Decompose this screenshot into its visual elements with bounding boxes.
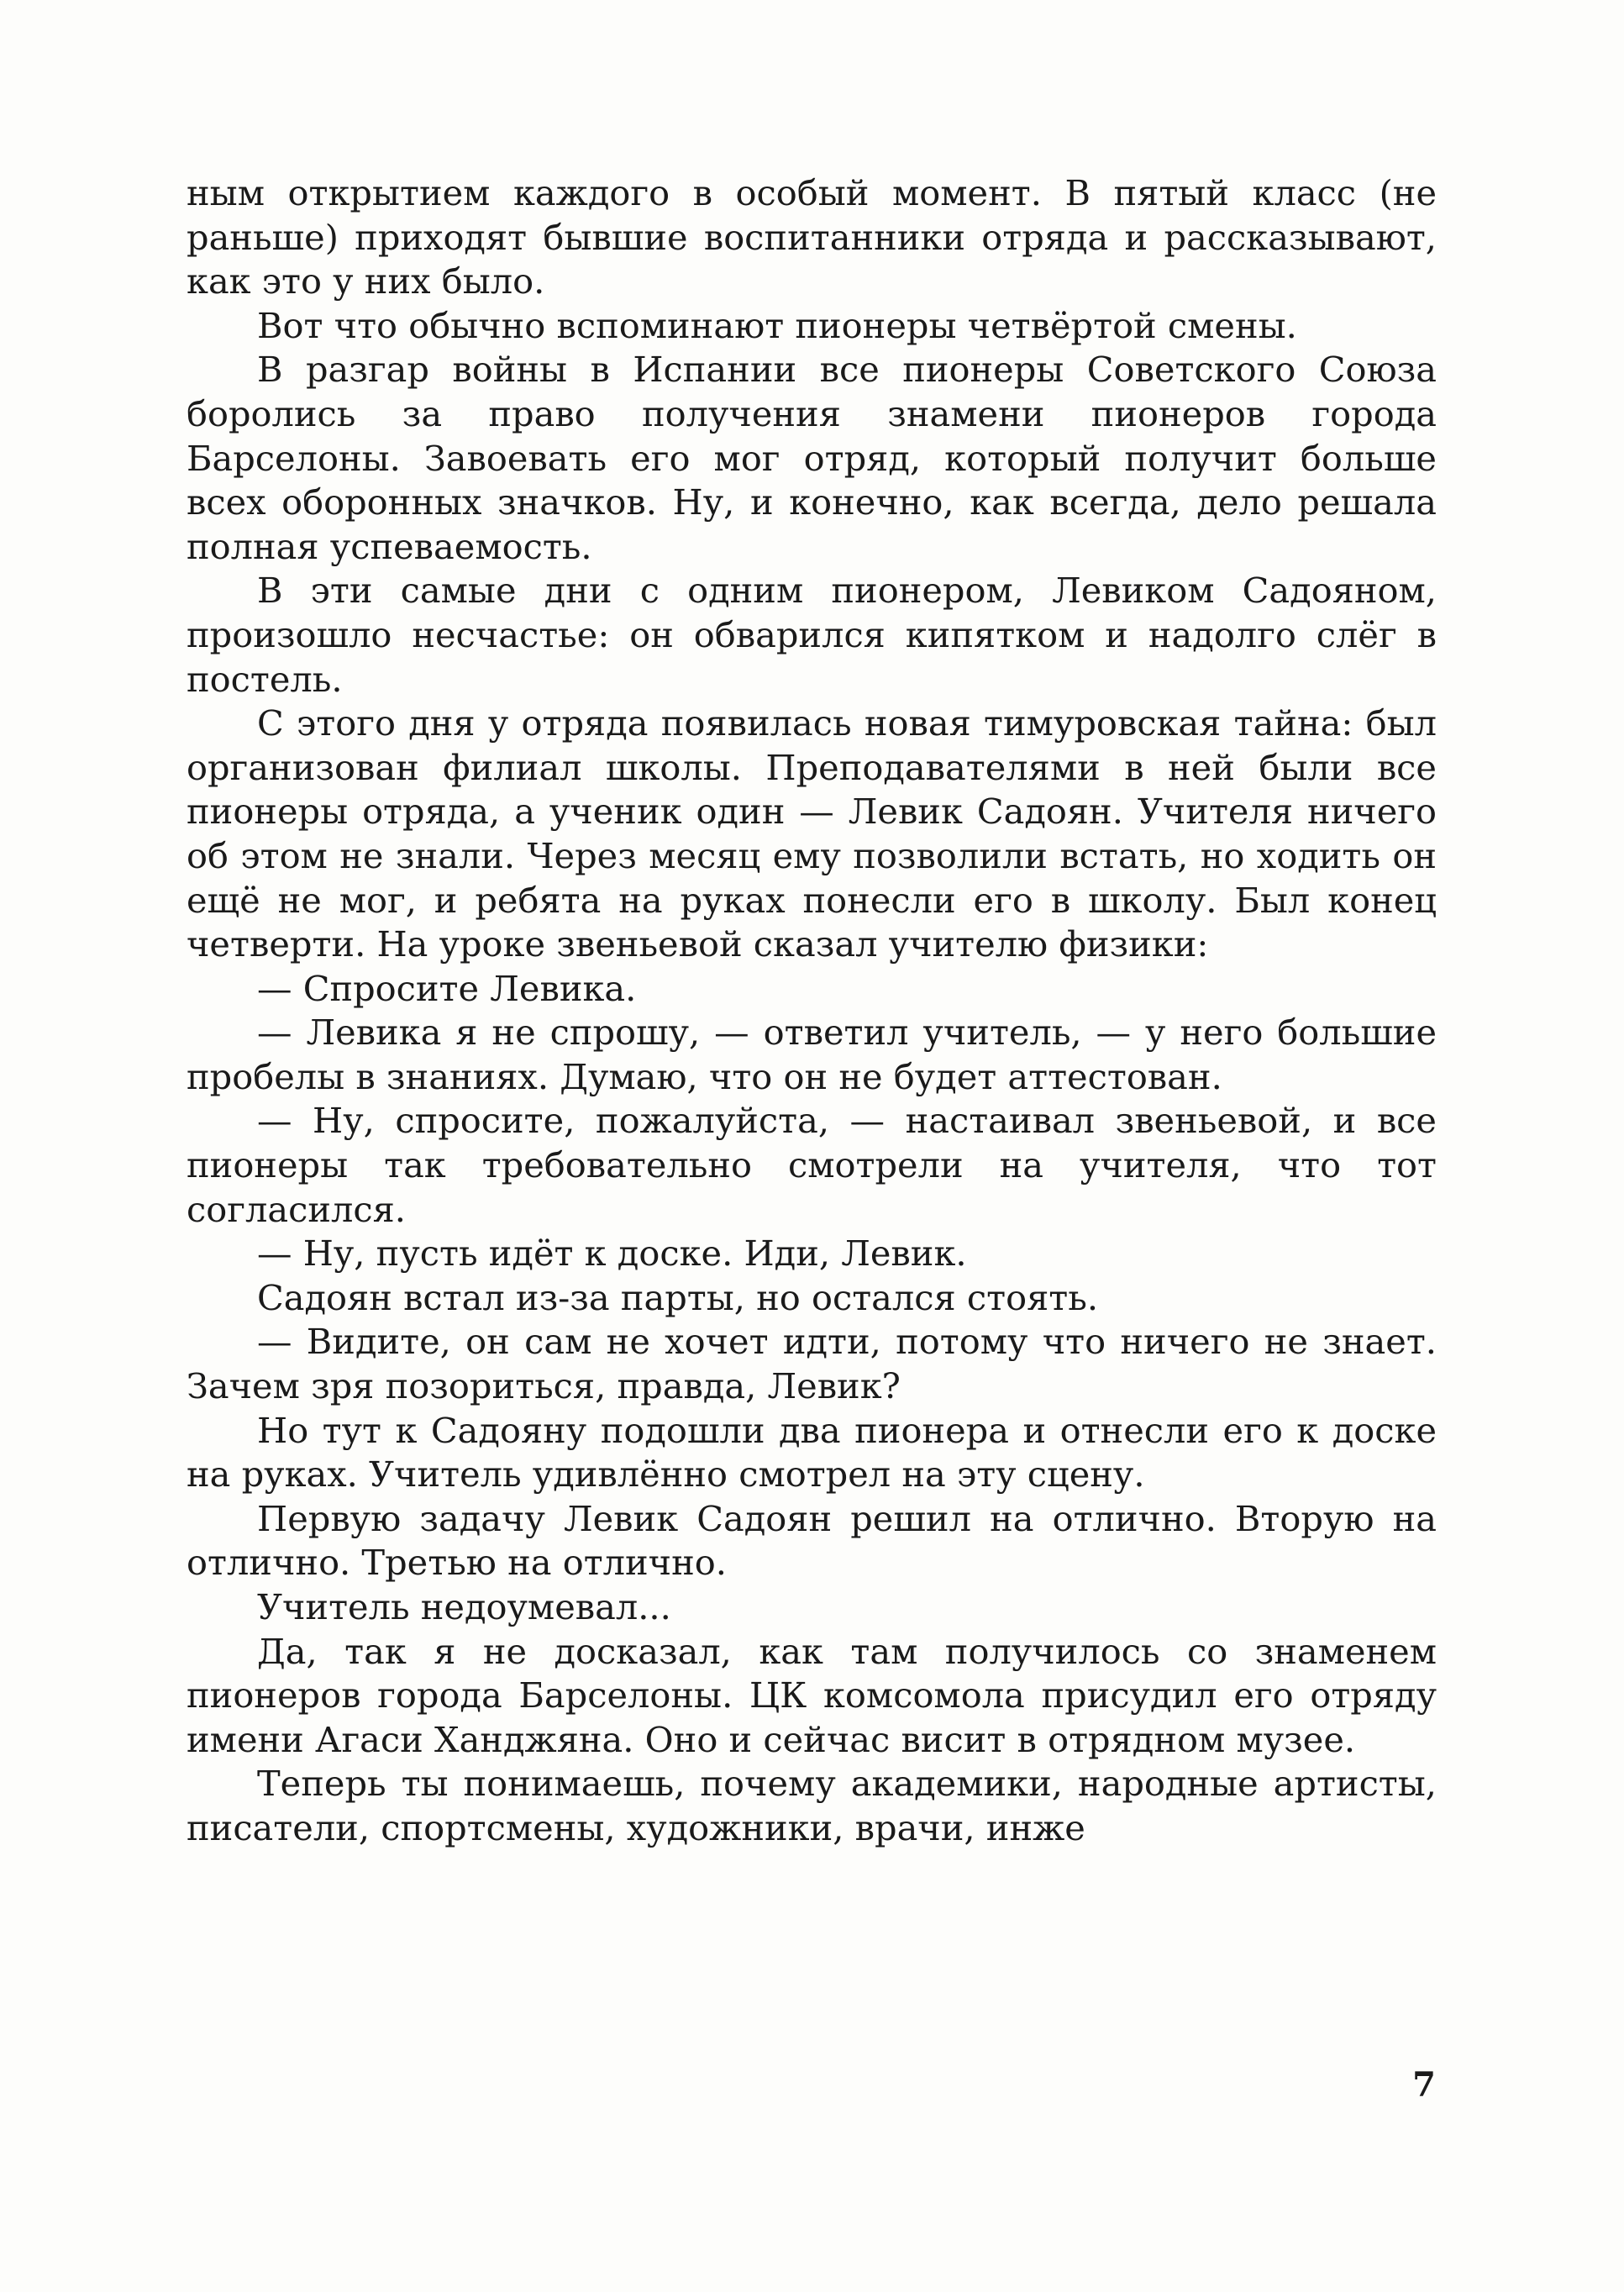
body-text — [187, 171, 1437, 1851]
paragraph: Вот что обычно вспоминают пионеры четвёртой смены. — [257, 304, 1297, 346]
dialogue-line: — Ну, спросите, пожалуйста, — настаивал звеньевой, и все пионеры так требовательно смотрели на учителя, что тот согласился. — [187, 1100, 1437, 1230]
paragraph: Садоян встал из-за парты, но остался стоять. — [257, 1276, 1099, 1318]
paragraph: Теперь ты понимаешь, почему академики, народные артисты, писатели, спортсмены, художники, врачи, инже — [187, 1763, 1437, 1848]
paragraph: Но тут к Садояну подошли два пионера и отнесли его к доске на руках. Учитель удивлённо смотрел на эту сцену. — [187, 1409, 1437, 1496]
dialogue-line: — Видите, он сам не хочет идти, потому что ничего не знает. Зачем зря позориться, правда, Левик? — [187, 1321, 1437, 1407]
dialogue-line: — Левика я не спрошу, — ответил учитель, — у него большие пробелы в знаниях. Думаю, что он не будет аттестован. — [187, 1012, 1437, 1097]
paragraph: С этого дня у отряда появилась новая тимуровская тайна: был организован филиал школы. Преподавателями в ней были все пионеры отряда, а ученик один — Левик Садоян. Учителя ничего об этом не знали. Через месяц ему позволили встать, но ходить он ещё не мог, и ребята на руках понесли его в школу. Был конец четверти. На уроке звеньевой сказал учителю физики: — [187, 702, 1437, 965]
paragraph: В разгар войны в Испании все пионеры Советского Союза боролись за право получения знамени пионеров города Барселоны. Завоевать его мог отряд, который получит больше всех оборонных значков. Ну, и конечно, как всегда, дело решала полная успеваемость. — [187, 349, 1437, 567]
paragraph-continuation: ным открытием каждого в особый момент. В пятый класс (не раньше) приходят бывшие воспитанники отряда и рассказывают, как это у них было. — [187, 172, 1437, 302]
paragraph: Да, так я не досказал, как там получилось со знаменем пионеров города Барселоны. ЦК комсомола присудил его отряду имени Агаси Ханджяна. Оно и сейчас висит в отрядном музее. — [187, 1630, 1437, 1760]
paragraph: Первую задачу Левик Садоян решил на отлично. Вторую на отлично. Третью на отлично. — [187, 1497, 1437, 1584]
paragraph: Учитель недоумевал... — [257, 1586, 671, 1627]
dialogue-line: — Спросите Левика. — [257, 967, 637, 1009]
dialogue-line: — Ну, пусть идёт к доске. Иди, Левик. — [257, 1233, 967, 1275]
page-number: 7 — [1412, 2065, 1436, 2105]
paragraph: В эти самые дни с одним пионером, Левиком Садояном, произошло несчастье: он обварился кипятком и надолго слёг в постель. — [187, 570, 1437, 700]
